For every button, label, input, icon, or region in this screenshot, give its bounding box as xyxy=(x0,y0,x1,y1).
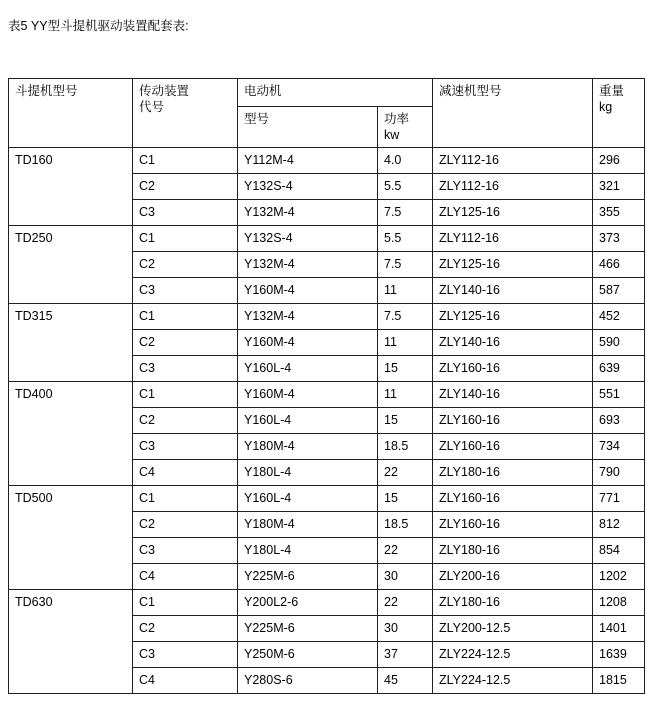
cell-weight: 296 xyxy=(593,148,645,174)
cell-code: C4 xyxy=(133,460,238,486)
header-weight-label: 重量 xyxy=(599,84,625,98)
cell-motor-model: Y180L-4 xyxy=(238,460,378,486)
header-motor-power-unit: kw xyxy=(384,128,400,142)
cell-motor-model: Y132M-4 xyxy=(238,304,378,330)
cell-reducer-model: ZLY180-16 xyxy=(433,460,593,486)
cell-weight: 1639 xyxy=(593,642,645,668)
cell-weight: 1208 xyxy=(593,590,645,616)
cell-motor-model: Y280S-6 xyxy=(238,668,378,694)
cell-motor-power: 45 xyxy=(378,668,433,694)
cell-motor-power: 11 xyxy=(378,330,433,356)
drive-unit-spec-table xyxy=(8,78,645,694)
cell-reducer-model: ZLY160-16 xyxy=(433,408,593,434)
cell-weight: 771 xyxy=(593,486,645,512)
cell-motor-model: Y132M-4 xyxy=(238,252,378,278)
cell-motor-power: 37 xyxy=(378,642,433,668)
table-row xyxy=(9,304,645,330)
cell-weight: 790 xyxy=(593,460,645,486)
cell-reducer-model: ZLY200-12.5 xyxy=(433,616,593,642)
cell-hoist-model: TD630 xyxy=(9,590,133,694)
cell-reducer-model: ZLY200-16 xyxy=(433,564,593,590)
cell-motor-power: 30 xyxy=(378,564,433,590)
cell-motor-power: 18.5 xyxy=(378,434,433,460)
cell-reducer-model: ZLY125-16 xyxy=(433,252,593,278)
cell-motor-model: Y180M-4 xyxy=(238,434,378,460)
cell-motor-model: Y112M-4 xyxy=(238,148,378,174)
table-row xyxy=(9,148,645,174)
cell-code: C4 xyxy=(133,668,238,694)
cell-motor-model: Y160M-4 xyxy=(238,278,378,304)
header-motor-power-label: 功率 xyxy=(384,112,410,126)
cell-motor-power: 11 xyxy=(378,382,433,408)
cell-motor-power: 18.5 xyxy=(378,512,433,538)
cell-reducer-model: ZLY160-16 xyxy=(433,356,593,382)
cell-reducer-model: ZLY112-16 xyxy=(433,148,593,174)
cell-code: C1 xyxy=(133,590,238,616)
cell-code: C2 xyxy=(133,330,238,356)
cell-reducer-model: ZLY140-16 xyxy=(433,382,593,408)
cell-code: C3 xyxy=(133,200,238,226)
cell-motor-power: 22 xyxy=(378,590,433,616)
cell-motor-power: 15 xyxy=(378,486,433,512)
cell-motor-power: 7.5 xyxy=(378,200,433,226)
table-row xyxy=(9,226,645,252)
cell-weight: 452 xyxy=(593,304,645,330)
cell-weight: 466 xyxy=(593,252,645,278)
cell-code: C2 xyxy=(133,252,238,278)
cell-motor-power: 5.5 xyxy=(378,226,433,252)
cell-code: C2 xyxy=(133,512,238,538)
cell-code: C3 xyxy=(133,538,238,564)
cell-weight: 355 xyxy=(593,200,645,226)
table-body xyxy=(9,148,645,694)
cell-reducer-model: ZLY160-16 xyxy=(433,434,593,460)
cell-code: C1 xyxy=(133,382,238,408)
cell-weight: 321 xyxy=(593,174,645,200)
cell-weight: 854 xyxy=(593,538,645,564)
cell-reducer-model: ZLY180-16 xyxy=(433,538,593,564)
cell-motor-power: 22 xyxy=(378,460,433,486)
cell-motor-power: 15 xyxy=(378,408,433,434)
cell-motor-model: Y160M-4 xyxy=(238,382,378,408)
cell-motor-model: Y132S-4 xyxy=(238,226,378,252)
cell-weight: 551 xyxy=(593,382,645,408)
cell-code: C3 xyxy=(133,278,238,304)
cell-reducer-model: ZLY224-12.5 xyxy=(433,642,593,668)
cell-reducer-model: ZLY140-16 xyxy=(433,330,593,356)
cell-motor-power: 7.5 xyxy=(378,304,433,330)
cell-hoist-model: TD400 xyxy=(9,382,133,486)
cell-reducer-model: ZLY125-16 xyxy=(433,304,593,330)
spec-table-wrapper xyxy=(8,78,644,694)
cell-motor-model: Y200L2-6 xyxy=(238,590,378,616)
header-drive-unit xyxy=(133,79,238,148)
header-hoist-model: 斗提机型号 xyxy=(9,79,133,148)
cell-reducer-model: ZLY160-16 xyxy=(433,512,593,538)
cell-motor-model: Y250M-6 xyxy=(238,642,378,668)
cell-motor-model: Y132S-4 xyxy=(238,174,378,200)
cell-reducer-model: ZLY224-12.5 xyxy=(433,668,593,694)
cell-motor-power: 22 xyxy=(378,538,433,564)
header-row-top xyxy=(9,79,645,107)
cell-motor-power: 11 xyxy=(378,278,433,304)
cell-code: C2 xyxy=(133,616,238,642)
cell-weight: 1815 xyxy=(593,668,645,694)
cell-code: C1 xyxy=(133,148,238,174)
header-drive-unit-label: 传动装置 xyxy=(139,84,190,98)
cell-weight: 1202 xyxy=(593,564,645,590)
cell-hoist-model: TD315 xyxy=(9,304,133,382)
cell-weight: 812 xyxy=(593,512,645,538)
cell-motor-model: Y132M-4 xyxy=(238,200,378,226)
cell-reducer-model: ZLY112-16 xyxy=(433,226,593,252)
header-drive-unit-code: 代号 xyxy=(139,100,165,114)
cell-code: C4 xyxy=(133,564,238,590)
cell-code: C3 xyxy=(133,356,238,382)
cell-motor-power: 4.0 xyxy=(378,148,433,174)
cell-weight: 373 xyxy=(593,226,645,252)
cell-code: C2 xyxy=(133,408,238,434)
cell-hoist-model: TD250 xyxy=(9,226,133,304)
cell-motor-power: 30 xyxy=(378,616,433,642)
header-motor-model: 型号 xyxy=(238,107,378,148)
cell-weight: 1401 xyxy=(593,616,645,642)
cell-weight: 693 xyxy=(593,408,645,434)
header-motor-group: 电动机 xyxy=(238,79,433,107)
table-row xyxy=(9,382,645,408)
cell-motor-model: Y180L-4 xyxy=(238,538,378,564)
header-weight xyxy=(593,79,645,148)
cell-weight: 734 xyxy=(593,434,645,460)
cell-reducer-model: ZLY160-16 xyxy=(433,486,593,512)
table-row xyxy=(9,486,645,512)
cell-motor-power: 15 xyxy=(378,356,433,382)
cell-code: C3 xyxy=(133,642,238,668)
cell-weight: 590 xyxy=(593,330,645,356)
cell-motor-model: Y225M-6 xyxy=(238,564,378,590)
cell-motor-model: Y160L-4 xyxy=(238,408,378,434)
cell-weight: 587 xyxy=(593,278,645,304)
header-reducer-model: 减速机型号 xyxy=(433,79,593,148)
cell-code: C1 xyxy=(133,304,238,330)
header-motor-power xyxy=(378,107,433,148)
cell-motor-model: Y160L-4 xyxy=(238,486,378,512)
cell-code: C1 xyxy=(133,226,238,252)
cell-motor-power: 7.5 xyxy=(378,252,433,278)
header-weight-unit: kg xyxy=(599,100,613,114)
cell-reducer-model: ZLY112-16 xyxy=(433,174,593,200)
cell-motor-model: Y180M-4 xyxy=(238,512,378,538)
cell-code: C2 xyxy=(133,174,238,200)
cell-weight: 639 xyxy=(593,356,645,382)
cell-code: C1 xyxy=(133,486,238,512)
cell-reducer-model: ZLY180-16 xyxy=(433,590,593,616)
cell-motor-model: Y160M-4 xyxy=(238,330,378,356)
cell-hoist-model: TD160 xyxy=(9,148,133,226)
cell-code: C3 xyxy=(133,434,238,460)
table-row xyxy=(9,590,645,616)
cell-reducer-model: ZLY140-16 xyxy=(433,278,593,304)
cell-hoist-model: TD500 xyxy=(9,486,133,590)
table-caption: 表5 YY型斗提机驱动装置配套表: xyxy=(8,19,189,33)
cell-reducer-model: ZLY125-16 xyxy=(433,200,593,226)
cell-motor-power: 5.5 xyxy=(378,174,433,200)
cell-motor-model: Y225M-6 xyxy=(238,616,378,642)
cell-motor-model: Y160L-4 xyxy=(238,356,378,382)
table-header xyxy=(9,79,645,148)
